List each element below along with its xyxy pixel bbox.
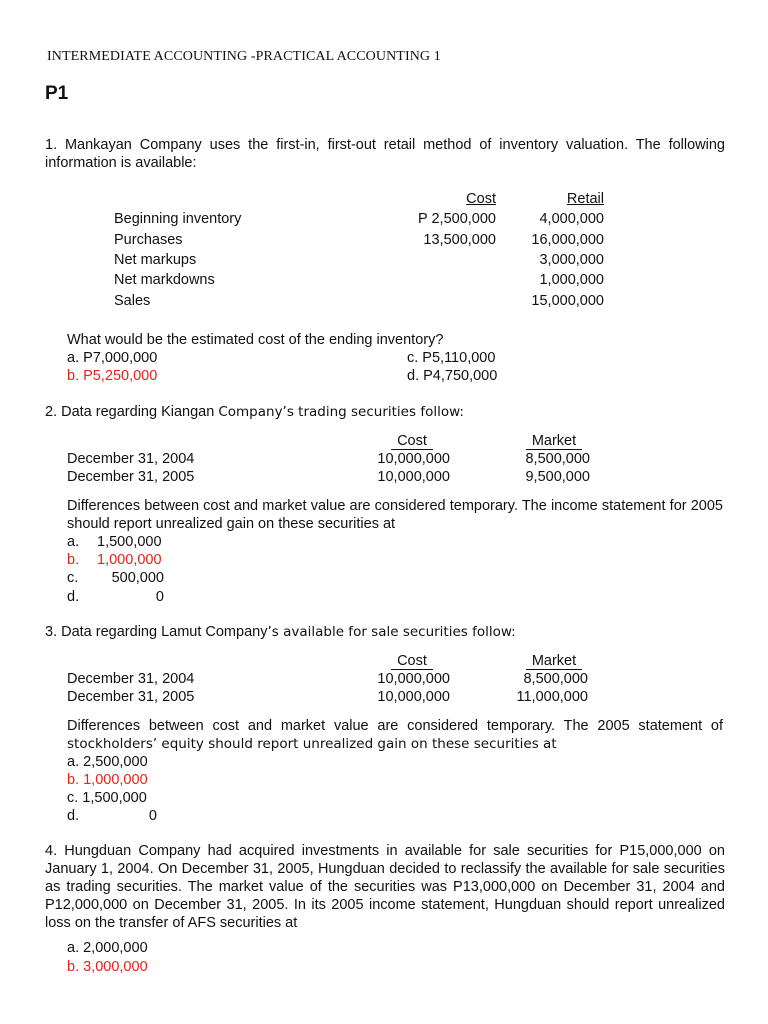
q1-option-a: a. P7,000,000	[67, 350, 158, 366]
q2-option-b-value: 1,000,000	[97, 552, 162, 568]
q3-option-c: c. 1,500,000	[67, 790, 147, 806]
q1-question: What would be the estimated cost of the ending inventory?	[67, 332, 444, 348]
q1-option-b: b. P5,250,000	[67, 368, 158, 384]
q1-option-d: d. P4,750,000	[407, 368, 498, 384]
q2-option-c-value: 500,000	[111, 570, 164, 586]
q2-option-b-letter: b.	[67, 552, 80, 568]
page-title: P1	[45, 83, 69, 104]
q1-row-retail: 16,000,000	[531, 232, 604, 248]
q2-option-d-value: 0	[155, 589, 164, 605]
q1-row-label: Purchases	[114, 232, 183, 248]
q1-row-cost: 13,500,000	[423, 232, 496, 248]
q2-row-date: December 31, 2005	[67, 469, 195, 485]
q3-row-market: 8,500,000	[523, 671, 588, 687]
q2-row-market: 8,500,000	[525, 451, 590, 467]
q2-row-cost: 10,000,000	[377, 469, 450, 485]
q2-row-market: 9,500,000	[525, 469, 590, 485]
q2-option-c-letter: c.	[67, 570, 79, 586]
q3-intro	[45, 623, 516, 641]
q3-option-d-letter: d.	[67, 808, 80, 824]
q3-text-line1: Differences between cost and market value are considered temporary. The 2005 statement of	[67, 718, 723, 734]
q2-row-cost: 10,000,000	[377, 451, 450, 467]
q1-cost-header: Cost	[466, 191, 496, 207]
q3-text-line2: stockholders’ equity should report unrealized gain on these securities at	[67, 736, 557, 752]
q1-text: 1. Mankayan Company uses the first-in, first-out retail method of inventory valuation. The following information is available:	[45, 137, 725, 171]
q2-intro-part2: Company’s trading securities follow:	[218, 404, 464, 420]
q4-option-a: a. 2,000,000	[67, 940, 148, 956]
q3-row-date: December 31, 2005	[67, 689, 195, 705]
q1-row-retail: 15,000,000	[531, 293, 604, 309]
q1-row-cost: P 2,500,000	[418, 211, 496, 227]
q2-market-header: Market	[516, 432, 592, 450]
q3-option-a: a. 2,500,000	[67, 754, 148, 770]
q1-row-label: Beginning inventory	[114, 211, 242, 227]
q2-option-a-letter: a.	[67, 534, 80, 550]
q1-row-retail: 1,000,000	[539, 272, 604, 288]
q2-row-date: December 31, 2004	[67, 451, 195, 467]
q3-market-header: Market	[516, 652, 592, 670]
q3-cost-header: Cost	[374, 652, 450, 670]
q1-option-c: c. P5,110,000	[407, 350, 496, 366]
q2-option-a-value: 1,500,000	[97, 534, 162, 550]
q1-retail-header: Retail	[566, 191, 604, 207]
q4-text: 4. Hungduan Company had acquired investments in available for sale securities for P15,000,000 on January 1, 2004. On December 31, 2005, Hungduan decided to reclassify the available for sale securities as trading securities. The market value of the securities was P13,000,000 on December 31, 2004 and P12,000,000 on December 31, 2005. In its 2005 income statement, Hungduan should report unrealized loss on the transfer of AFS securities at	[45, 843, 725, 931]
q4-option-b: b. 3,000,000	[67, 959, 148, 975]
q1-row-retail: 4,000,000	[539, 211, 604, 227]
document-header: INTERMEDIATE ACCOUNTING -PRACTICAL ACCOUNTING 1	[47, 49, 441, 64]
q2-option-d-letter: d.	[67, 589, 80, 605]
q3-intro-part2: ’s available for sale securities follow:	[267, 624, 516, 640]
q1-row-label: Sales	[114, 293, 151, 309]
q3-row-date: December 31, 2004	[67, 671, 195, 687]
q3-row-cost: 10,000,000	[377, 671, 450, 687]
q3-row-cost: 10,000,000	[377, 689, 450, 705]
q3-row-market: 11,000,000	[516, 689, 588, 705]
q2-intro-part1: 2. Data regarding Kiangan	[45, 404, 219, 420]
q1-row-label: Net markdowns	[114, 272, 215, 288]
q3-intro-part1: 3. Data regarding Lamut Company	[45, 624, 268, 640]
q3-option-d-value: 0	[148, 808, 157, 824]
q3-option-b: b. 1,000,000	[67, 772, 148, 788]
q1-row-label: Net markups	[114, 252, 197, 268]
q2-intro	[45, 403, 464, 421]
q2-text: Differences between cost and market value are considered temporary. The income statement for 2005 should report unrealized gain on these securities at	[67, 498, 723, 532]
q1-row-retail: 3,000,000	[539, 252, 604, 268]
q2-cost-header: Cost	[374, 432, 450, 450]
